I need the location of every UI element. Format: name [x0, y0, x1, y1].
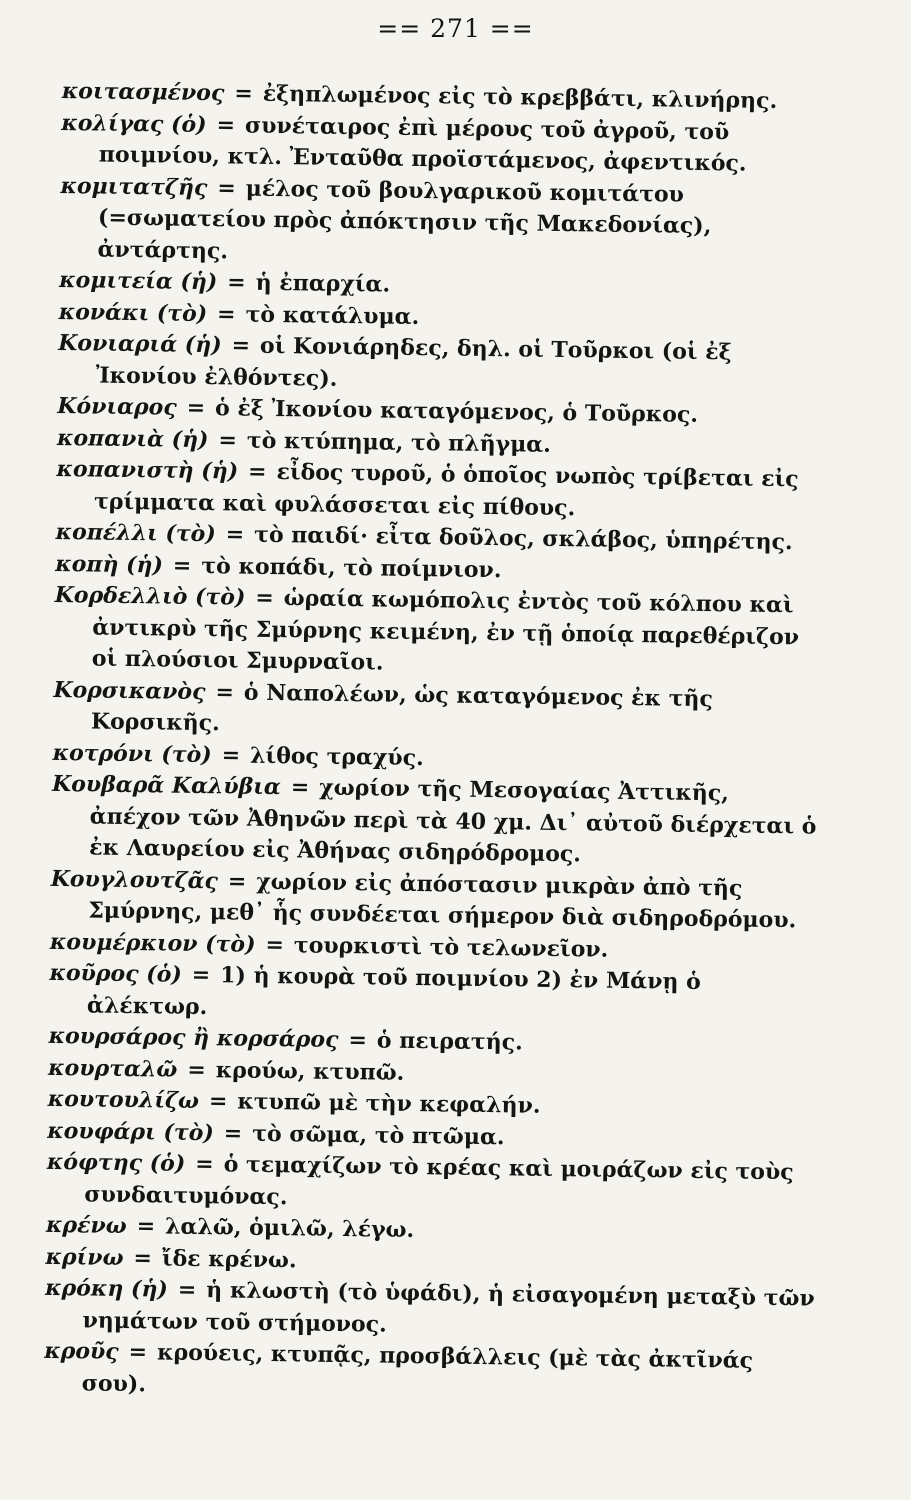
- equals-sign: =: [247, 458, 267, 485]
- entry-definition: κρούω, κτυπῶ.: [215, 1056, 405, 1086]
- entry-definition: χωρίον εἰς ἀπόστασιν μικρὰν ἀπὸ τῆς Σμύρνης, μεθ᾽ ἧς συνδέεται σήμερον διὰ σιδηροδρόμου.: [88, 868, 797, 934]
- glossary-entry: [46, 1147, 817, 1221]
- entry-definition: τουρκιστὶ τὸ τελωνεῖον.: [293, 931, 609, 963]
- entry-headword: Κουγλουτζᾶς: [50, 865, 219, 894]
- entry-headword: κοπανιστὴ (ἡ): [56, 455, 239, 485]
- entry-headword: κοῦρος (ὁ): [49, 959, 182, 988]
- entry-headword: κοπὴ (ἡ): [55, 550, 164, 578]
- entry-headword: κοτρόνι (τὸ): [52, 739, 212, 768]
- entry-definition: εἶδος τυροῦ, ὁ ὁποῖος νωπὸς τρίβεται εἰς τρίμματα καὶ φυλάσσεται εἰς πίθους.: [93, 459, 799, 521]
- equals-sign: =: [186, 394, 206, 422]
- equals-sign: =: [172, 552, 192, 579]
- entry-headword: κρόκη (ἡ): [44, 1274, 169, 1303]
- entry-definition: ὡραία κωμόπολις ἐντὸς τοῦ κόλπου καὶ ἀντικρὺ τῆς Σμύρνης κειμένη, ἐν τῇ ὁποίᾳ παρεθέριζον οἱ πλούσιοι Σμυρναῖοι.: [91, 585, 800, 676]
- entry-definition: κτυπῶ μὲ τὴν κεφαλήν.: [237, 1088, 541, 1119]
- entry-headword: κομιτεία (ἡ): [58, 266, 218, 296]
- page-number: == 271 ==: [377, 14, 534, 43]
- entry-definition: συνέταιρος ἐπὶ μέρους τοῦ ἀγροῦ, τοῦ ποιμνίου, κτλ. Ἐνταῦθα προϊστάμενος, ἀφεντικός.: [98, 112, 747, 177]
- glossary-entry: [53, 674, 824, 748]
- equals-sign: =: [223, 1119, 243, 1147]
- equals-sign: =: [221, 741, 241, 769]
- entry-headword: Κόνιαρος: [57, 392, 177, 421]
- equals-sign: =: [265, 931, 285, 958]
- equals-sign: =: [227, 269, 246, 296]
- entry-definition: τὸ σῶμα, τὸ πτῶμα.: [252, 1120, 505, 1150]
- entry-definition: τὸ παιδί· εἶτα δοῦλος, σκλάβος, ὑπηρέτης.: [253, 521, 793, 556]
- entry-headword: κρίνω: [45, 1243, 124, 1271]
- entry-definition: ὁ ἐξ Ἰκονίου καταγόμενος, ὁ Τοῦρκος.: [214, 395, 699, 428]
- entry-headword: κοπανιὰ (ἡ): [56, 424, 209, 453]
- entry-headword: κουτουλίζω: [47, 1085, 200, 1115]
- equals-sign: =: [215, 678, 235, 705]
- equals-sign: =: [225, 521, 245, 548]
- entry-headword: Κουβαρᾶ Καλύβια: [51, 770, 282, 801]
- entry-definition: μέλος τοῦ βουλγαρικοῦ κομιτάτου (=σωματείου πρὸς ἀπόκτησιν τῆς Μακεδονίας), ἀντάρτης.: [97, 175, 712, 264]
- entry-definition: ὁ Ναπολέων, ὡς καταγόμενος ἐκ τῆς Κορσικῆς.: [90, 679, 714, 737]
- equals-sign: =: [217, 174, 236, 201]
- entry-headword: κουρταλῶ: [47, 1054, 178, 1083]
- entry-headword: κουφάρι (τὸ): [47, 1117, 214, 1146]
- glossary-entry: [58, 328, 829, 402]
- entry-headword: κουμέρκιον (τὸ): [49, 928, 256, 958]
- glossary-entry: [51, 769, 822, 874]
- equals-sign: =: [191, 961, 211, 989]
- equals-sign: =: [216, 111, 236, 138]
- equals-sign: =: [290, 774, 310, 801]
- equals-sign: =: [218, 426, 238, 453]
- glossary-entry: [49, 958, 820, 1032]
- entry-definition: ἡ κλωστὴ (τὸ ὑφάδι), ἡ εἰσαγομένη μεταξὺ τῶν νημάτων τοῦ στήμονος.: [82, 1277, 815, 1338]
- equals-sign: =: [133, 1244, 153, 1271]
- equals-sign: =: [195, 1150, 214, 1178]
- equals-sign: =: [227, 867, 247, 895]
- glossary-entry: [44, 1273, 815, 1347]
- entry-headword: κουρσάρος ἢ κορσάρος: [48, 1022, 339, 1053]
- entry-definition: ὁ τεμαχίζων τὸ κρέας καὶ μοιράζων εἰς τοὺς συνδαιτυμόνας.: [84, 1151, 794, 1210]
- entry-headword: κομιτατζῆς: [60, 172, 208, 201]
- glossary-entry: [50, 863, 821, 937]
- equals-sign: =: [234, 80, 253, 107]
- entry-headword: κολίγας (ὁ): [61, 109, 207, 138]
- equals-sign: =: [231, 332, 251, 359]
- entry-definition: ἐξηπλωμένος εἰς τὸ κρεββάτι, κλινήρης.: [262, 80, 778, 114]
- entry-headword: Κονιαριά (ἡ): [58, 329, 222, 359]
- entry-definition: λαλῶ, ὁμιλῶ, λέγω.: [164, 1213, 415, 1244]
- entry-definition: χωρίον τῆς Μεσογαίας Ἀττικῆς, ἀπέχον τῶν Ἀθηνῶν περὶ τὰ 40 χμ. Δι᾽ αὐτοῦ διέρχεται ὁ ἐκ Λαυρείου εἰς Ἀθήνας σιδηρόδρομος.: [89, 774, 817, 868]
- equals-sign: =: [128, 1339, 148, 1366]
- entry-headword: Κορσικανὸς: [53, 676, 206, 705]
- glossary-entry: [56, 454, 827, 528]
- entry-definition: λίθος τραχύς.: [249, 742, 424, 771]
- entry-definition: ὁ πειρατής.: [376, 1027, 523, 1056]
- entry-headword: Κορδελλιὸ (τὸ): [54, 581, 246, 611]
- equals-sign: =: [216, 300, 236, 327]
- entry-definition: τὸ κοπάδι, τὸ ποίμνιον.: [201, 552, 502, 583]
- entry-headword: κροῦς: [44, 1337, 119, 1365]
- glossary-entries: [44, 76, 832, 1410]
- glossary-entry: [54, 580, 825, 685]
- entry-headword: κόφτης (ὁ): [46, 1148, 186, 1177]
- entry-headword: κονάκι (τὸ): [58, 298, 208, 327]
- equals-sign: =: [177, 1276, 197, 1303]
- glossary-entry: [59, 170, 830, 275]
- entry-definition: τὸ κτύπημα, τὸ πλῆγμα.: [246, 427, 552, 458]
- equals-sign: =: [136, 1213, 156, 1240]
- glossary-entry: [61, 107, 832, 181]
- equals-sign: =: [187, 1056, 206, 1083]
- equals-sign: =: [208, 1088, 228, 1115]
- entry-headword: κοπέλλι (τὸ): [55, 518, 216, 548]
- entry-definition: 1) ἡ κουρὰ τοῦ ποιμνίου 2) ἐν Μάνῃ ὁ ἀλέκτωρ.: [86, 962, 701, 1020]
- entry-headword: κοιτασμένος: [61, 77, 225, 107]
- equals-sign: =: [348, 1027, 368, 1054]
- equals-sign: =: [255, 584, 274, 612]
- entry-definition: ἴδε κρένω.: [161, 1245, 297, 1273]
- entry-definition: κρούεις, κτυπᾷς, προσβάλλεις (μὲ τὰς ἀκτῖνάς σου).: [81, 1339, 754, 1397]
- entry-headword: κρένω: [45, 1211, 127, 1240]
- entry-definition: ἡ ἐπαρχία.: [255, 269, 391, 298]
- glossary-entry: [44, 1336, 815, 1410]
- entry-definition: οἱ Κονιάρηδες, δηλ. οἱ Τοῦρκοι (οἱ ἐξ Ἰκονίου ἐλθόντες).: [95, 332, 732, 392]
- entry-definition: τὸ κατάλυμα.: [245, 301, 420, 330]
